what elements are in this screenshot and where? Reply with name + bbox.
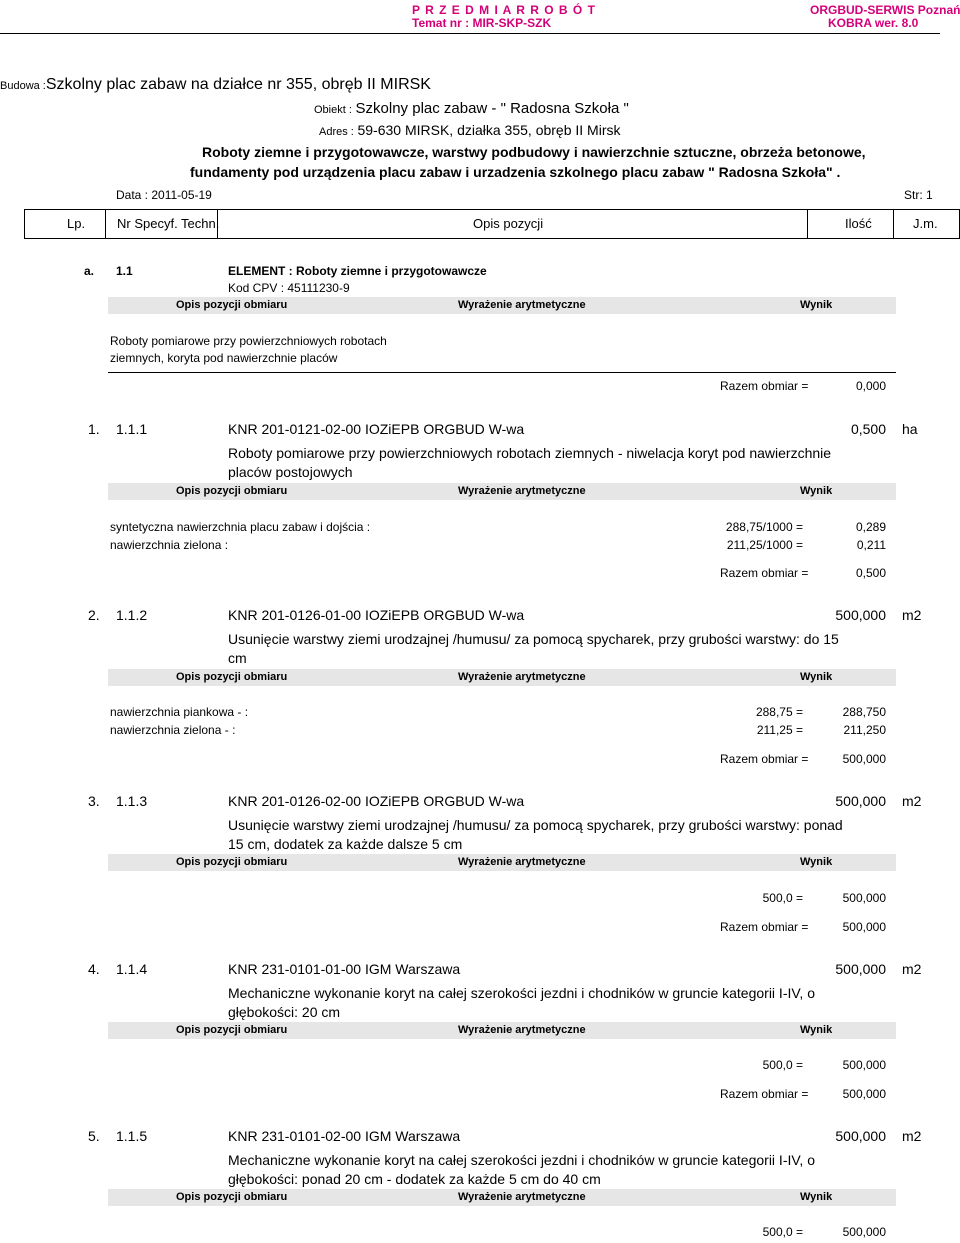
razem-label: Razem obmiar =	[720, 1087, 809, 1101]
item-quantity: 0,500	[850, 421, 886, 437]
column-jm: J.m.	[913, 216, 938, 231]
razem-value: 500,000	[842, 752, 886, 766]
company-name: ORGBUD-SERWIS Poznań	[810, 3, 960, 17]
item-lp: 4.	[88, 961, 100, 977]
element-spec: 1.1	[116, 264, 133, 278]
item-quantity: 500,000	[835, 1128, 886, 1144]
item-quantity: 500,000	[835, 607, 886, 623]
measure-bar: Opis pozycji obmiaru Wyrażenie arytmetyczne Wynik	[108, 297, 896, 314]
razem-value: 0,500	[855, 566, 886, 580]
item-desc-1: Roboty pomiarowe przy powierzchniowych robotach ziemnych - niwelacja koryt pod nawierzchnie	[228, 445, 832, 461]
measure-result: 500,000	[842, 1225, 886, 1239]
measure-result: 0,289	[855, 520, 886, 534]
item-spec: 1.1.1	[116, 421, 148, 437]
item-knr: KNR 201-0126-01-00 IOZiEPB ORGBUD W-wa	[228, 607, 525, 623]
item-lp: 2.	[88, 607, 100, 623]
item-quantity: 500,000	[835, 961, 886, 977]
razem-label: Razem obmiar =	[720, 379, 809, 393]
measure-bar: Opis pozycji obmiaru Wyrażenie arytmetyczne Wynik	[108, 1189, 896, 1206]
measure-result: 211,250	[843, 723, 886, 737]
item-desc-1: Mechaniczne wykonanie koryt na całej szerokości jezdni i chodników w gruncie kategorii I-IV, o	[228, 985, 815, 1001]
measure-expression: 211,25 =	[756, 723, 803, 737]
element-lp: a.	[84, 264, 95, 278]
item-unit: m2	[902, 1128, 922, 1144]
software-version: KOBRA wer. 8.0	[828, 16, 919, 30]
item-knr: KNR 231-0101-02-00 IGM Warszawa	[228, 1128, 461, 1144]
column-opis: Opis pozycji	[473, 216, 544, 231]
page-number: Str: 1	[904, 188, 933, 202]
element-cpv: Kod CPV : 45111230-9	[228, 281, 350, 295]
measure-result: 0,211	[856, 538, 886, 552]
item-desc-2: cm	[228, 650, 247, 666]
measure-bar: Opis pozycji obmiaru Wyrażenie arytmetyczne Wynik	[108, 669, 896, 686]
razem-label: Razem obmiar =	[720, 566, 809, 580]
element-desc-1: Roboty pomiarowe przy powierzchniowych robotach	[110, 334, 387, 348]
item-desc-2: głębokości: ponad 20 cm - dodatek za każde 5 cm do 40 cm	[228, 1171, 601, 1187]
adres-value: 59-630 MIRSK, działka 355, obręb II Mirsk	[357, 122, 621, 138]
item-desc-1: Usunięcie warstwy ziemi urodzajnej /humusu/ za pomocą spycharek, przy grubości warstwy: ponad	[228, 817, 843, 833]
razem-label: Razem obmiar =	[720, 920, 809, 934]
item-desc-1: Usunięcie warstwy ziemi urodzajnej /humusu/ za pomocą spycharek, przy grubości warstwy: do 15	[228, 631, 839, 647]
item-desc-2: głębokości: 20 cm	[228, 1004, 341, 1020]
measure-opis: nawierzchnia piankowa - :	[110, 705, 249, 719]
measure-bar: Opis pozycji obmiaru Wyrażenie arytmetyczne Wynik	[108, 1022, 896, 1039]
document-title: P R Z E D M I A R R O B Ó T	[412, 3, 596, 17]
item-desc-2: placów postojowych	[228, 464, 353, 480]
measure-result: 288,750	[842, 705, 886, 719]
item-spec: 1.1.4	[116, 961, 148, 977]
obiekt-row	[314, 100, 629, 117]
column-ilosc: Ilość	[845, 216, 872, 231]
measure-expression: 500,0 =	[762, 891, 803, 905]
item-desc-2: 15 cm, dodatek za każde dalsze 5 cm	[228, 836, 463, 852]
item-unit: ha	[902, 421, 918, 437]
razem-label: Razem obmiar =	[720, 752, 809, 766]
measure-bar: Opis pozycji obmiaru Wyrażenie arytmetyczne Wynik	[108, 483, 896, 500]
budowa-value: Szkolny plac zabaw na działce nr 355, obręb II MIRSK	[45, 76, 431, 93]
razem-value: 500,000	[842, 1087, 886, 1101]
item-spec: 1.1.3	[116, 793, 148, 809]
item-knr: KNR 231-0101-01-00 IGM Warszawa	[228, 961, 461, 977]
document-subject: Temat nr : MIR-SKP-SZK	[412, 16, 552, 30]
razem-value: 0,000	[855, 379, 886, 393]
obiekt-label: Obiekt :	[314, 104, 352, 116]
item-knr: KNR 201-0121-02-00 IOZiEPB ORGBUD W-wa	[228, 421, 525, 437]
measure-expression: 288,75/1000 =	[725, 520, 803, 534]
adres-label: Adres :	[319, 126, 354, 138]
item-quantity: 500,000	[835, 793, 886, 809]
element-title: ELEMENT : Roboty ziemne i przygotowawcze	[228, 264, 487, 278]
measure-expression: 500,0 =	[762, 1225, 803, 1239]
item-spec: 1.1.2	[116, 607, 148, 623]
item-unit: m2	[902, 961, 922, 977]
adres-row	[319, 122, 621, 138]
column-spec: Nr Specyf. Techn.	[117, 216, 220, 231]
razem-value: 500,000	[842, 920, 886, 934]
measure-result: 500,000	[842, 891, 886, 905]
item-desc-1: Mechaniczne wykonanie koryt na całej szerokości jezdni i chodników w gruncie kategorii I-IV, o	[228, 1152, 815, 1168]
scope-line-1: Roboty ziemne i przygotowawcze, warstwy podbudowy i nawierzchnie sztuczne, obrzeża betonowe,	[202, 144, 866, 160]
budowa-label: Budowa :	[0, 80, 46, 92]
item-unit: m2	[902, 607, 922, 623]
column-header	[24, 209, 960, 239]
item-spec: 1.1.5	[116, 1128, 148, 1144]
measure-opis: nawierzchnia zielona - :	[110, 723, 236, 737]
budowa-row	[0, 76, 431, 94]
measure-expression: 288,75 =	[755, 705, 803, 719]
measure-result: 500,000	[842, 1058, 886, 1072]
measure-opis: syntetyczna nawierzchnia placu zabaw i dojścia :	[110, 520, 371, 534]
document-date: Data : 2011-05-19	[116, 188, 212, 202]
item-knr: KNR 201-0126-02-00 IOZiEPB ORGBUD W-wa	[228, 793, 525, 809]
element-rule	[108, 372, 896, 373]
header-rule	[0, 33, 940, 34]
obiekt-value: Szkolny plac zabaw - " Radosna Szkoła "	[355, 100, 629, 117]
measure-opis: nawierzchnia zielona :	[110, 538, 229, 552]
measure-expression: 211,25/1000 =	[726, 538, 803, 552]
item-unit: m2	[902, 793, 922, 809]
item-lp: 5.	[88, 1128, 100, 1144]
scope-line-2: fundamenty pod urządzenia placu zabaw i urzadzenia szkolnego placu zabaw " Radosna Szkoła" .	[190, 164, 841, 180]
measure-bar: Opis pozycji obmiaru Wyrażenie arytmetyczne Wynik	[108, 854, 896, 871]
item-lp: 3.	[88, 793, 100, 809]
column-lp: Lp.	[67, 216, 86, 231]
measure-expression: 500,0 =	[762, 1058, 803, 1072]
item-lp: 1.	[88, 421, 100, 437]
element-desc-2: ziemnych, koryta pod nawierzchnie placów	[110, 351, 338, 365]
